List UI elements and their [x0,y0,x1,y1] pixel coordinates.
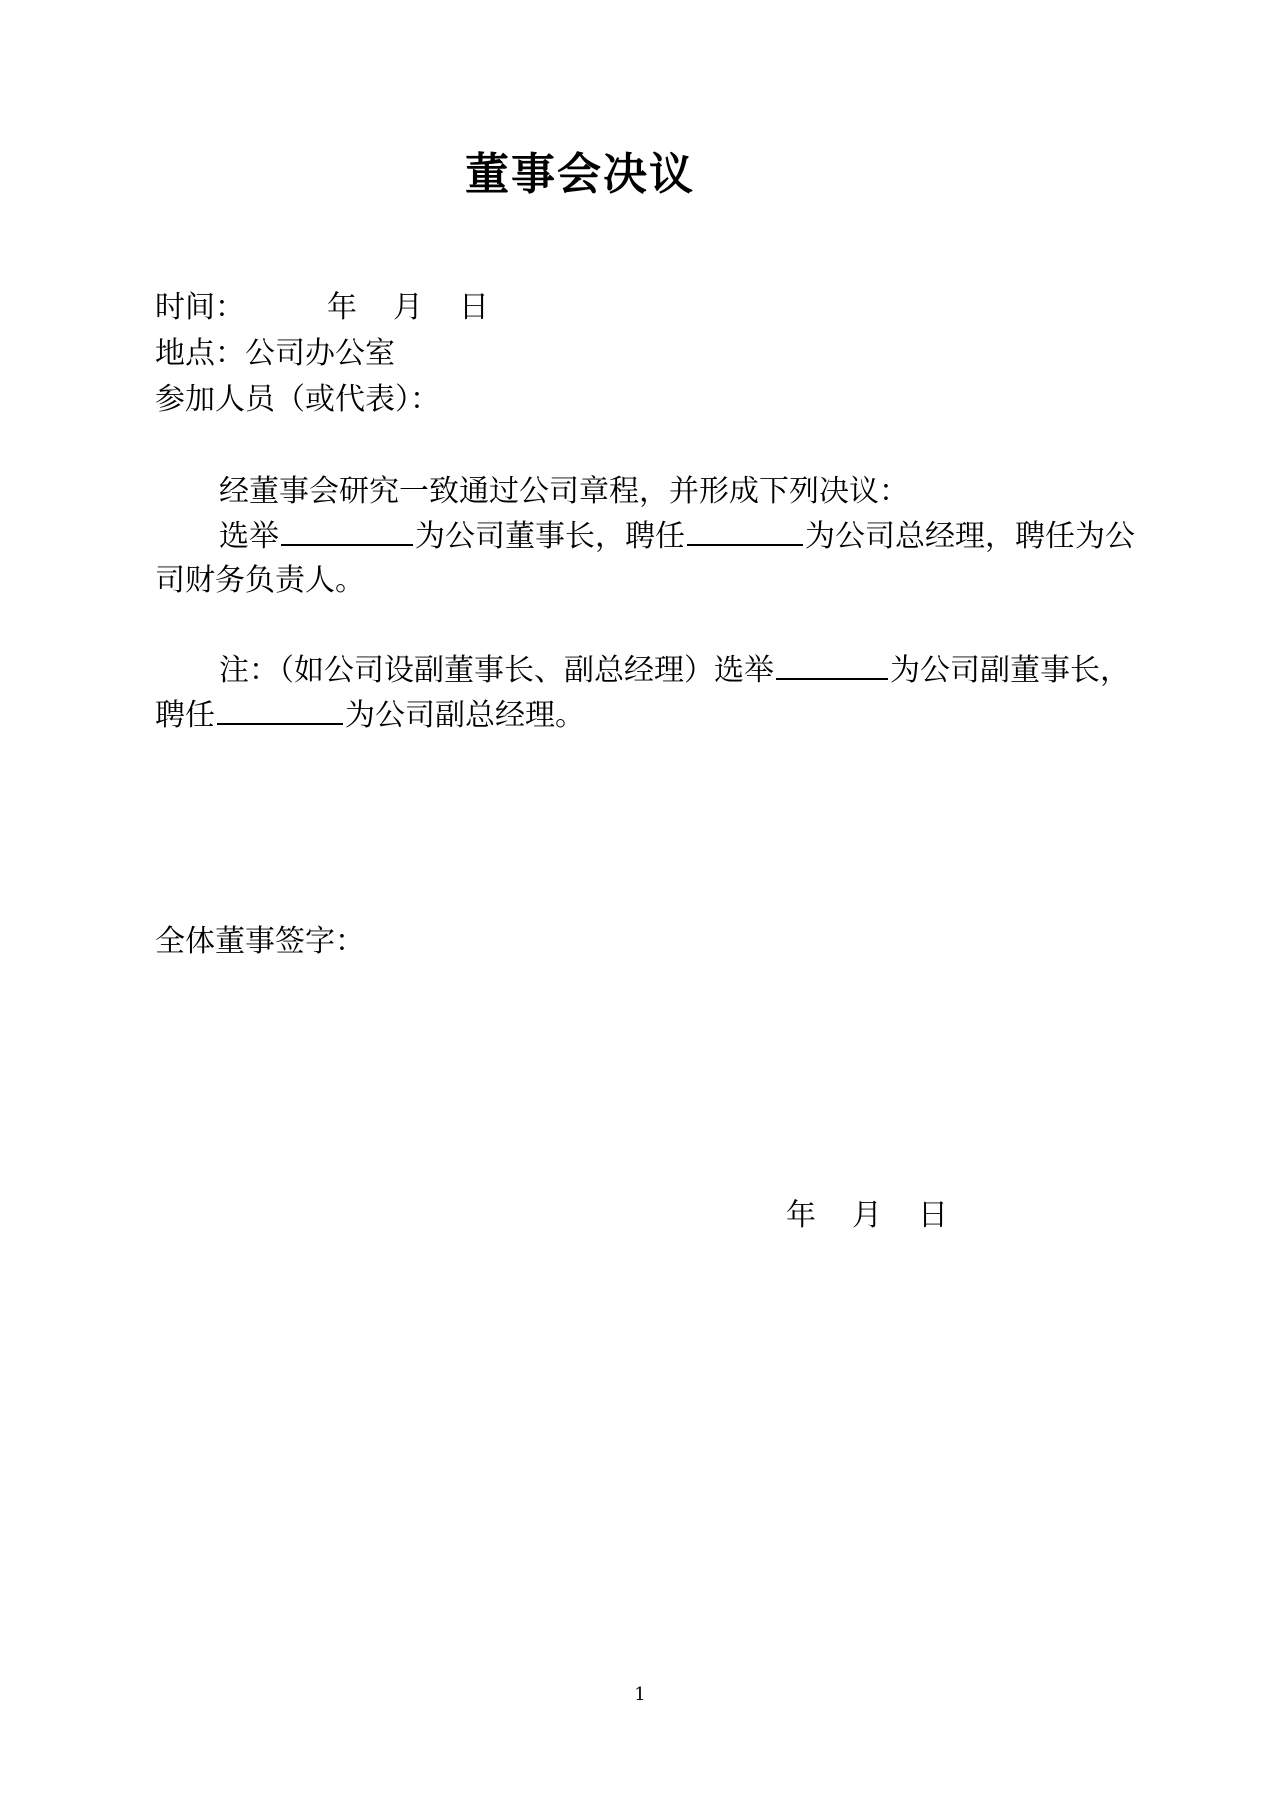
page-number: 1 [634,1684,646,1705]
date-year: 年 [327,290,357,325]
deputy-manager-text: 为公司副总经理。 [345,698,585,733]
date-day: 日 [459,290,489,325]
sign-month: 月 [852,1198,882,1233]
date-month: 月 [393,290,423,325]
sign-year: 年 [786,1198,816,1233]
signature-label: 全体董事签字： [155,924,365,959]
vice-chairman-name-blank[interactable] [776,648,888,680]
deputy-manager-name-blank[interactable] [217,693,343,725]
finance-officer-text: 为公司财务负责人。 [155,519,1135,598]
signature-date [786,1196,948,1236]
vice-chairman-text: 为公司副董事长，聘任 [155,653,1130,733]
resolution-intro-text: 经董事会研究一致通过公司章程，并形成下列决议： [219,474,909,509]
note-elect-text: 注：（如公司设副董事长、副总经理）选举 [219,653,774,688]
chairman-text: 为公司董事长，聘任 [415,519,685,554]
attendees-line: 参加人员（或代表）： [155,382,440,417]
time-label: 时间： [155,290,245,325]
general-manager-name-blank[interactable] [687,514,803,546]
resolution-intro [155,470,1135,514]
chairman-name-blank[interactable] [281,514,413,546]
time-line [155,288,489,328]
location-line: 地点：公司办公室 [155,336,395,371]
sign-day: 日 [918,1198,948,1233]
elect-text: 选举 [219,519,279,554]
general-manager-text: 为公司总经理，聘任 [805,519,1075,554]
document-title: 董事会决议 [465,149,695,200]
resolution-appointments [155,514,1135,603]
resolution-note [155,648,1135,738]
